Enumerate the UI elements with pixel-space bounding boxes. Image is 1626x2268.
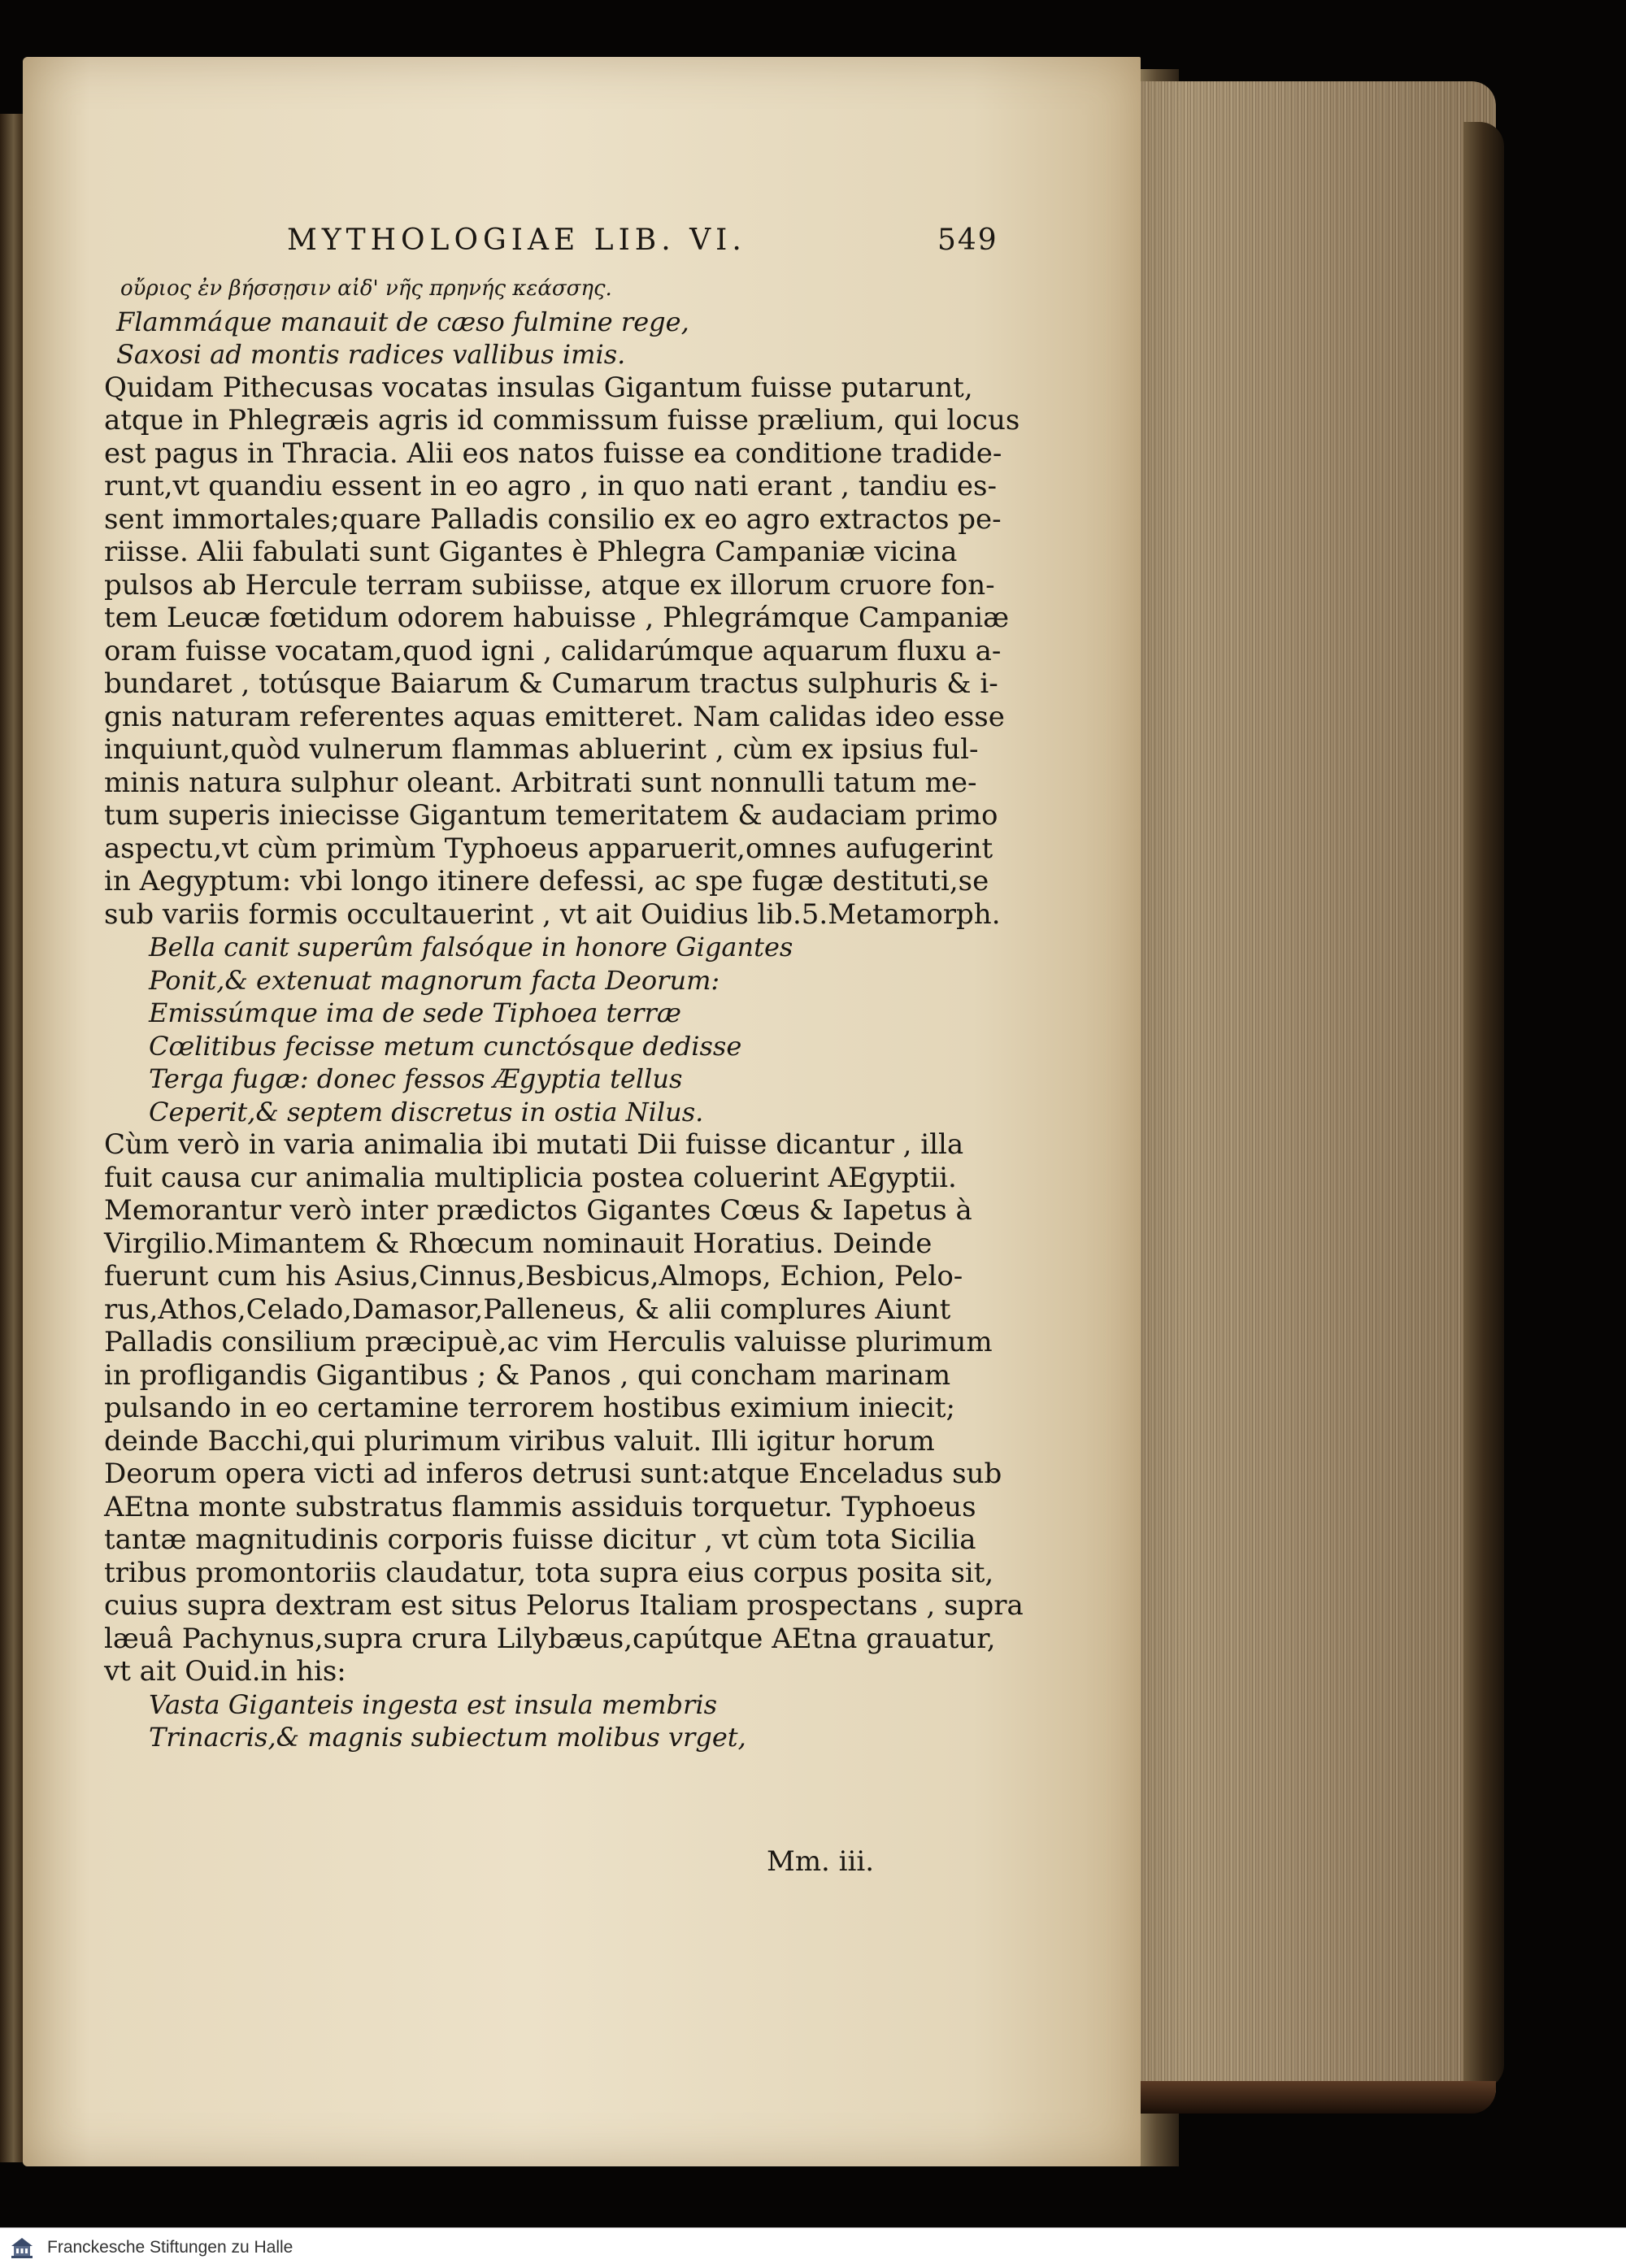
institution-logo-icon	[8, 2235, 36, 2261]
running-title: MYTHOLOGIAE LIB. VI.	[287, 224, 746, 257]
prose-line: runt,vt quandiu essent in eo agro , in quo nati erant , tandiu es-	[104, 470, 997, 502]
prose-line: inquiunt,quòd vulnerum flammas abluerint , cùm ex ipsius ful-	[104, 733, 979, 766]
verse-line: Flammáque manauit de cæso fulmine rege,	[116, 306, 689, 337]
prose-line: deinde Bacchi,qui plurimum viribus valuit. Illi igitur horum	[104, 1424, 935, 1458]
printed-page	[23, 57, 1141, 2166]
prose-line: bundaret , totúsque Baiarum & Cumarum tractus sulphuris & i-	[104, 667, 998, 700]
prose-line: in Aegyptum: vbi longo itinere defessi, ac spe fugæ destituti,se	[104, 865, 989, 897]
verse-line: Saxosi ad montis radices vallibus imis.	[116, 339, 626, 370]
prose-line: fuerunt cum his Asius,Cinnus,Besbicus,Almops, Echion, Pelo-	[104, 1260, 963, 1293]
verse-line: Cœlitibus fecisse metum cunctósque dedisse	[149, 1030, 742, 1062]
prose-line: rus,Athos,Celado,Damasor,Palleneus, & alii complures Aiunt	[104, 1293, 951, 1326]
greek-line: οὔριος ἐν βήσσῃσιν αἰδ' νῆς πρηνής κεάσσης.	[120, 276, 612, 301]
prose-line: Virgilio.Mimantem & Rhœcum nominauit Horatius. Deinde	[104, 1227, 933, 1260]
prose-line: est pagus in Thracia. Alii eos natos fuisse ea conditione tradide-	[104, 437, 1002, 470]
prose-line: læuâ Pachynus,supra crura Lilybæus,capútque AEtna grauatur,	[104, 1622, 996, 1655]
prose-line: aspectu,vt cùm primùm Typhoeus apparuerit,omnes aufugerint	[104, 832, 993, 865]
prose-line: tum superis iniecisse Gigantum temeritatem & audaciam primo	[104, 799, 998, 832]
institution-name: Franckesche Stiftungen zu Halle	[47, 2238, 293, 2257]
book-fore-edge	[1106, 81, 1496, 2097]
prose-line: sub variis formis occultauerint , vt ait Ouidius lib.5.Metamorph.	[104, 897, 1001, 931]
prose-line: Memorantur verò inter prædictos Gigantes Cœus & Iapetus à	[104, 1194, 972, 1227]
prose-line: sent immortales;quare Palladis consilio ex eo agro extractos pe-	[104, 502, 1002, 536]
prose-line: in profligandis Gigantibus ; & Panos , qui concham marinam	[104, 1358, 951, 1392]
book-cover-edge	[1463, 122, 1504, 2089]
verse-line: Trinacris,& magnis subiectum molibus vrget,	[149, 1722, 746, 1753]
verse-line: Vasta Giganteis ingesta est insula membris	[149, 1688, 717, 1720]
prose-line: minis natura sulphur oleant. Arbitrati sunt nonnulli tatum me-	[104, 766, 977, 799]
prose-line: vt ait Ouid.in his:	[104, 1655, 346, 1688]
prose-line: Cùm verò in varia animalia ibi mutati Dii fuisse dicantur , illa	[104, 1128, 964, 1161]
footer-bar	[0, 2227, 1626, 2268]
verse-line: Ceperit,& septem discretus in ostia Nilus.	[149, 1096, 704, 1127]
prose-line: Palladis consilium præcipuè,ac vim Herculis valuisse plurimum	[104, 1326, 993, 1358]
prose-line: pulsos ab Hercule terram subiisse, atque ex illorum cruore fon-	[104, 568, 995, 602]
prose-line: AEtna monte substratus flammis assiduis torquetur. Typhoeus	[104, 1490, 976, 1523]
prose-line: cuius supra dextram est situs Pelorus Italiam prospectans , supra	[104, 1589, 1024, 1622]
prose-line: Deorum opera victi ad inferos detrusi sunt:atque Enceladus sub	[104, 1458, 1002, 1490]
prose-line: riisse. Alii fabulati sunt Gigantes è Phlegra Campaniæ vicina	[104, 536, 958, 568]
verse-line: Ponit,& extenuat magnorum facta Deorum:	[149, 964, 720, 996]
prose-line: fuit causa cur animalia multiplicia postea coluerint AEgyptii.	[104, 1161, 957, 1194]
facing-page-edge	[0, 114, 23, 2162]
verse-line: Emissúmque ima de sede Tiphoea terræ	[149, 997, 681, 1028]
prose-line: oram fuisse vocatam,quod igni , calidarúmque aquarum fluxu a-	[104, 634, 1002, 667]
prose-line: tribus promontoriis claudatur, tota supra eius corpus posita sit,	[104, 1556, 994, 1589]
verse-line: Terga fugæ: donec fessos Ægyptia tellus	[149, 1063, 683, 1094]
signature-mark: Mm. iii.	[767, 1845, 875, 1878]
prose-line: tantæ magnitudinis corporis fuisse dicitur , vt cùm tota Sicilia	[104, 1523, 976, 1556]
prose-line: gnis naturam referentes aquas emitteret. Nam calidas ideo esse	[104, 700, 1005, 733]
prose-line: atque in Phlegræis agris id commissum fuisse prælium, qui locus	[104, 404, 1020, 437]
prose-line: pulsando in eo certamine terrorem hostibus eximium iniecit;	[104, 1392, 955, 1424]
prose-line: Quidam Pithecusas vocatas insulas Gigantum fuisse putarunt,	[104, 371, 973, 404]
page-number: 549	[937, 224, 998, 257]
verse-line: Bella canit superûm falsóque in honore Gigantes	[149, 932, 793, 962]
prose-line: tem Leucæ fœtidum odorem habuisse , Phlegrámque Campaniæ	[104, 602, 1010, 634]
